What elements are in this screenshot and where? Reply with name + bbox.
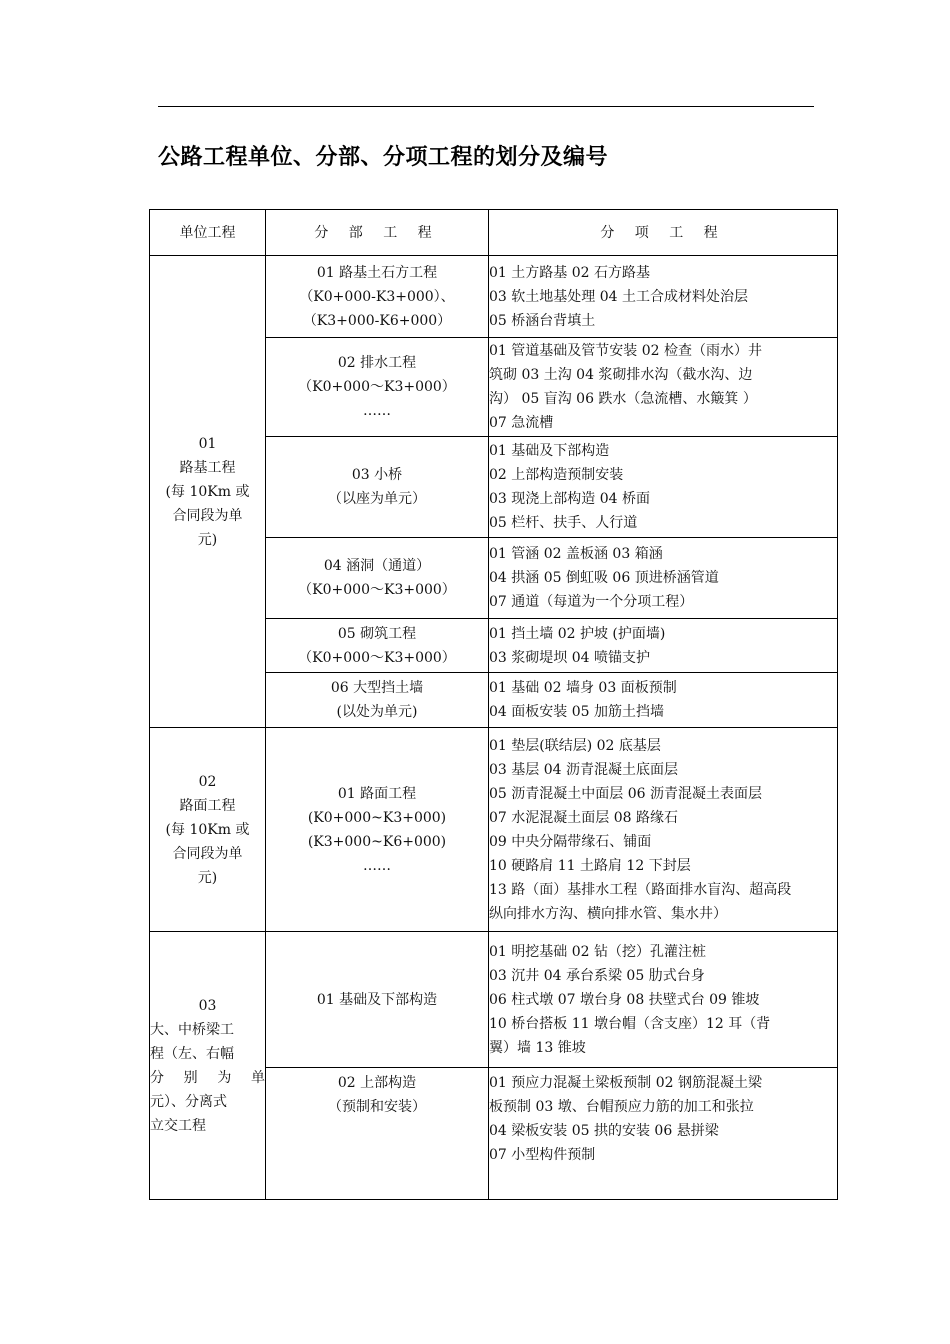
unit-cell-02 — [150, 728, 266, 932]
division-line: （K0+000-K3+000）、 — [299, 288, 455, 305]
subitem-line: 01 土方路基 02 石方路基 — [489, 264, 650, 281]
subitem-line: 05 栏杆、扶手、人行道 — [489, 515, 638, 531]
subitem-line: 05 桥涵台背填土 — [489, 312, 596, 329]
unit-cell-01 — [150, 256, 266, 728]
subitem-line: 09 中央分隔带缘石、铺面 — [489, 833, 652, 850]
unit-name: 路基工程 — [179, 459, 236, 476]
division-line: 02 上部构造 — [337, 1075, 417, 1091]
subitem-line: 04 梁板安装 05 拱的安装 06 悬拼梁 — [489, 1123, 719, 1139]
subitem-line: 01 预应力混凝土梁板预制 02 钢筋混凝土梁 — [489, 1075, 762, 1091]
subitem-line: 01 基础 02 墙身 03 面板预制 — [489, 680, 677, 696]
subitem-cell — [489, 538, 838, 619]
subitem-cell — [489, 619, 838, 673]
division-line: …… — [363, 403, 391, 419]
division-cell — [266, 932, 489, 1068]
division-cell — [266, 538, 489, 619]
division-line: （K0+000～K3+000） — [298, 379, 456, 395]
division-line: （预制和安装） — [328, 1099, 426, 1115]
header-unit: 单位工程 — [150, 210, 266, 256]
unit-name-line: 程（左、右幅 — [150, 1045, 234, 1062]
division-line: 01 路基土石方工程 — [316, 264, 438, 281]
table-row — [150, 728, 838, 932]
division-line: 06 大型挡土墙 — [330, 680, 424, 696]
unit-note: 元) — [197, 531, 218, 548]
subitem-cell — [489, 338, 838, 437]
subitem-line: 05 沥青混凝土中面层 06 沥青混凝土表面层 — [489, 785, 762, 802]
subitem-line: 07 水泥混凝土面层 08 路缘石 — [489, 809, 678, 826]
subitem-line: 10 硬路肩 11 土路肩 12 下封层 — [489, 857, 691, 874]
subitem-line: 筑砌 03 土沟 04 浆砌排水沟（截水沟、边 — [489, 367, 753, 383]
unit-name-line: 分 别 为 单 — [150, 1069, 265, 1086]
unit-name-line: 大、中桥梁工 — [150, 1021, 234, 1038]
division-line: …… — [363, 857, 391, 874]
division-cell — [266, 437, 489, 538]
subitem-line: 07 通道（每道为一个分项工程） — [489, 594, 694, 610]
subitem-line: 板预制 03 墩、台帽预应力筋的加工和张拉 — [489, 1099, 754, 1115]
header-rule — [158, 106, 814, 107]
unit-cell-03 — [150, 932, 266, 1200]
subitem-cell — [489, 728, 838, 932]
subitem-line: 03 基层 04 沥青混凝土底面层 — [489, 761, 678, 778]
subitem-line: 03 现浇上部构造 04 桥面 — [489, 491, 650, 507]
unit-code: 03 — [198, 997, 217, 1014]
subitem-line: 01 挡土墙 02 护坡 (护面墙) — [489, 625, 666, 642]
division-line: （K3+000-K6+000） — [302, 312, 452, 329]
division-line: 01 基础及下部构造 — [316, 991, 438, 1008]
subitem-line: 04 面板安装 05 加筋土挡墙 — [489, 704, 664, 720]
division-line: (K3+000~K6+000) — [307, 833, 447, 850]
division-line: (以处为单元) — [336, 704, 418, 720]
subitem-cell — [489, 673, 838, 728]
division-line: 03 小桥 — [351, 467, 403, 483]
division-line: (K0+000~K3+000) — [307, 809, 447, 826]
subitem-line: 01 基础及下部构造 — [489, 443, 610, 459]
unit-note: (每 10Km 或 — [165, 821, 250, 838]
subitem-line: 07 小型构件预制 — [489, 1147, 596, 1163]
subitem-line: 13 路（面）基排水工程（路面排水盲沟、超高段 — [489, 881, 792, 898]
subitem-line: 01 明挖基础 02 钻（挖）孔灌注桩 — [489, 943, 706, 960]
subitem-line: 07 急流槽 — [489, 415, 554, 431]
table-row — [150, 932, 838, 1068]
unit-note: 合同段为单 — [172, 507, 243, 524]
division-cell — [266, 619, 489, 673]
division-cell — [266, 256, 489, 338]
subitem-cell — [489, 256, 838, 338]
subitem-line: 01 垫层(联结层) 02 底基层 — [489, 737, 661, 754]
division-line: （以座为单元） — [328, 491, 426, 507]
division-line: 02 排水工程 — [337, 355, 417, 371]
document-title: 公路工程单位、分部、分项工程的划分及编号 — [158, 145, 609, 170]
subitem-line: 03 软土地基处理 04 土工合成材料处治层 — [489, 288, 748, 305]
subitem-line: 06 柱式墩 07 墩台身 08 扶壁式台 09 锥坡 — [489, 991, 760, 1008]
division-line: （K0+000～K3+000） — [298, 649, 456, 666]
subitem-cell — [489, 437, 838, 538]
subitem-cell — [489, 1068, 838, 1200]
header-division: 分 部 工 程 — [266, 210, 489, 256]
division-table — [149, 209, 838, 1200]
division-line: 01 路面工程 — [337, 785, 417, 802]
unit-code: 01 — [198, 435, 217, 452]
division-line: （K0+000～K3+000） — [298, 582, 456, 598]
subitem-line: 01 管涵 02 盖板涵 03 箱涵 — [489, 546, 663, 562]
subitem-line: 翼）墙 13 锥坡 — [489, 1039, 586, 1056]
header-row — [150, 210, 838, 256]
division-cell — [266, 1068, 489, 1200]
subitem-line: 03 沉井 04 承台系梁 05 肋式台身 — [489, 967, 705, 984]
subitem-line: 03 浆砌堤坝 04 喷锚支护 — [489, 649, 650, 666]
subitem-line: 沟） 05 盲沟 06 跌水（急流槽、水簸箕 ） — [489, 391, 757, 407]
unit-name-line: 立交工程 — [150, 1117, 206, 1134]
division-line: 04 涵洞（通道） — [323, 558, 431, 574]
subitem-line: 01 管道基础及管节安装 02 检查（雨水）井 — [489, 343, 762, 359]
subitem-line: 纵向排水方沟、横向排水管、集水井） — [489, 905, 727, 922]
division-cell — [266, 728, 489, 932]
unit-name: 路面工程 — [179, 797, 236, 814]
header-subitem: 分 项 工 程 — [489, 210, 838, 256]
division-line: 05 砌筑工程 — [337, 625, 417, 642]
unit-code: 02 — [198, 773, 217, 790]
unit-note: 合同段为单 — [172, 845, 243, 862]
unit-note: 元) — [197, 869, 218, 886]
table-row — [150, 256, 838, 338]
subitem-line: 04 拱涵 05 倒虹吸 06 顶进桥涵管道 — [489, 570, 719, 586]
subitem-line: 10 桥台搭板 11 墩台帽（含支座）12 耳（背 — [489, 1015, 771, 1032]
subitem-line: 02 上部构造预制安装 — [489, 467, 624, 483]
division-cell — [266, 673, 489, 728]
division-cell — [266, 338, 489, 437]
unit-note: (每 10Km 或 — [165, 483, 250, 500]
unit-name-line: 元）、分离式 — [150, 1093, 227, 1110]
subitem-cell — [489, 932, 838, 1068]
